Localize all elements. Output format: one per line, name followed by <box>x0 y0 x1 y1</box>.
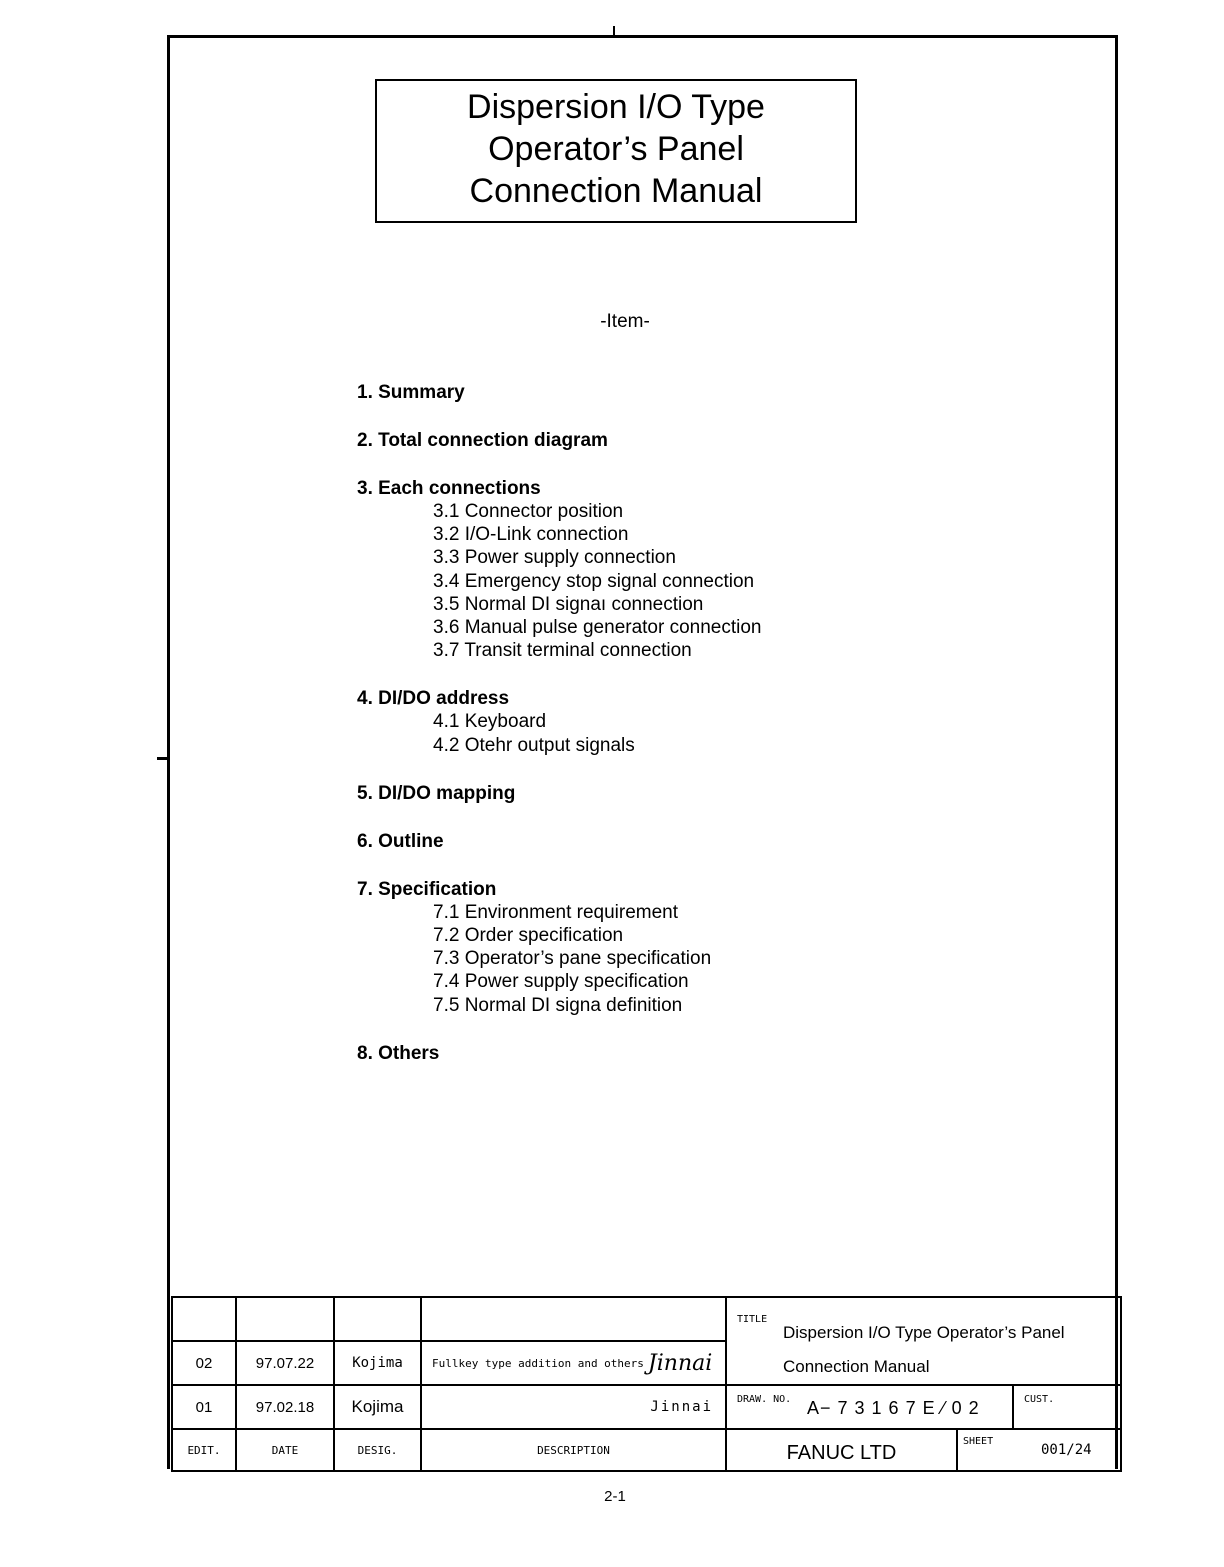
rev-approver: Jinnai <box>650 1399 713 1415</box>
header-desig: DESIG. <box>357 1443 398 1457</box>
toc-subsection: 7.4 Power supply specification <box>433 971 689 993</box>
sheet-number: 001/24 <box>1041 1442 1092 1458</box>
frame-center-mark-left <box>157 757 169 760</box>
rev-description-cell <box>422 1386 725 1428</box>
divider <box>1012 1384 1014 1428</box>
rev-date: 97.07.22 <box>255 1354 315 1372</box>
sheet-label: SHEET <box>963 1436 994 1447</box>
frame-center-mark-top <box>613 26 615 36</box>
approver-signature: Jinnai <box>647 1350 713 1376</box>
toc-section: 7. Specification <box>357 878 497 900</box>
rev-edit: 01 <box>195 1398 213 1416</box>
title-block-title-line-2: Connection Manual <box>783 1357 930 1376</box>
toc-section: 4. DI/DO address <box>357 688 510 710</box>
header-date: DATE <box>271 1443 299 1457</box>
toc-subsection: 3.3 Power supply connection <box>433 547 676 569</box>
rev-designer: Kojima <box>351 1397 404 1416</box>
item-heading: -Item- <box>600 311 650 332</box>
toc-subsection: 3.5 Normal DI signaı connection <box>433 593 704 615</box>
header-edit: EDIT. <box>187 1443 221 1457</box>
document-title-box <box>375 79 857 223</box>
toc-subsection: 3.1 Connector position <box>433 501 624 522</box>
toc-subsection: 7.3 Operator’s pane specification <box>433 948 712 970</box>
toc-subsection: 3.7 Transit terminal connection <box>433 640 692 662</box>
toc-section: 3. Each connections <box>357 478 541 499</box>
toc-section: 1. Summary <box>357 382 465 403</box>
draw-no-label: DRAW. NO. <box>737 1394 792 1405</box>
rev-description-cell <box>422 1342 725 1384</box>
cust-label: CUST. <box>1024 1394 1055 1405</box>
title-label: TITLE <box>737 1314 768 1325</box>
divider <box>956 1428 958 1470</box>
document-title-line-3: Connection Manual <box>469 172 763 210</box>
toc-subsection: 7.2 Order specification <box>433 925 624 947</box>
title-block-title-line-1: Dispersion I/O Type Operator’s Panel <box>783 1323 1065 1342</box>
rev-date: 97.02.18 <box>255 1398 315 1416</box>
rev-edit: 02 <box>195 1354 213 1372</box>
header-description: DESCRIPTION <box>537 1443 610 1457</box>
title-block <box>171 1296 1122 1472</box>
toc-subsection: 3.4 Emergency stop signal connection <box>433 570 755 592</box>
rev-description: Fullkey type addition and others <box>432 1356 644 1370</box>
company-name: FANUC LTD <box>786 1441 897 1464</box>
toc-section: 5. DI/DO mapping <box>357 782 516 804</box>
toc-section: 6. Outline <box>357 830 444 852</box>
rev-designer: Kojima <box>352 1355 403 1371</box>
toc-subsection: 7.5 Normal DI signa definition <box>433 994 683 1016</box>
page-number: 2-1 <box>604 1488 626 1505</box>
toc-section: 8. Others <box>357 1042 440 1064</box>
document-title-line-1: Dispersion I/O Type <box>467 88 765 126</box>
document-title-line-2: Operator’s Panel <box>488 130 744 168</box>
toc-subsection: 4.1 Keyboard <box>433 711 547 733</box>
toc-subsection: 7.1 Environment requirement <box>433 901 679 923</box>
drawing-number: A− 7 3 1 6 7 E ⁄ 0 2 <box>807 1398 980 1418</box>
toc-section: 2. Total connection diagram <box>357 430 608 451</box>
toc-subsection: 3.6 Manual pulse generator connection <box>433 617 762 639</box>
table-of-contents <box>357 381 957 1065</box>
toc-subsection: 3.2 I/O-Link connection <box>433 524 629 546</box>
toc-subsection: 4.2 Otehr output signals <box>433 734 635 756</box>
